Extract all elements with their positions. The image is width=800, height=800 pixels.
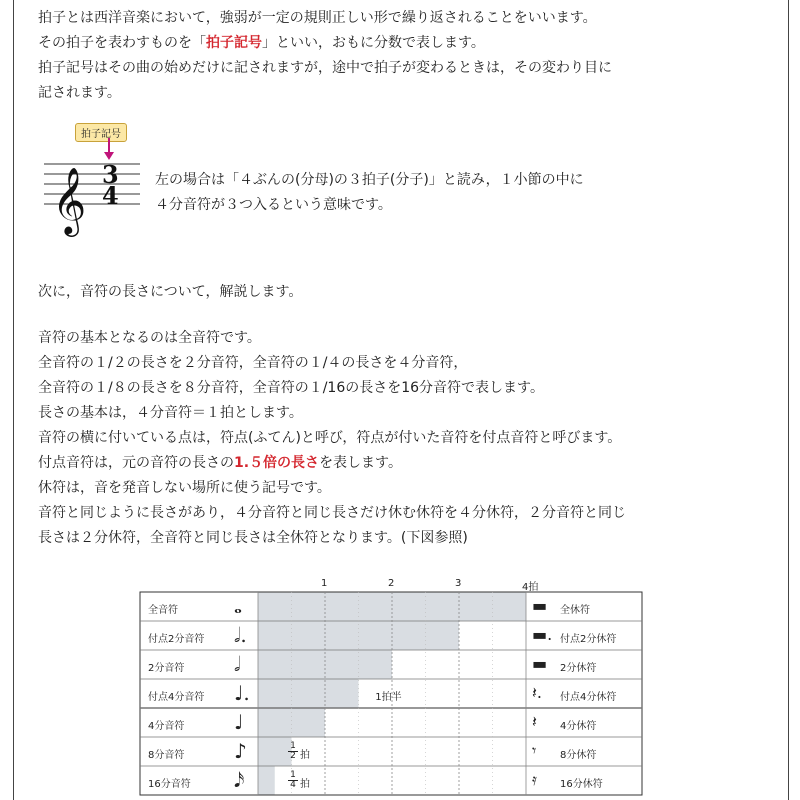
note-name: 付点2分音符 bbox=[148, 634, 205, 645]
dotted-half-rest-icon: ▬. bbox=[532, 625, 553, 644]
explanation-paragraph: 音符の基本となるのは全音符です。 全音符の１/２の長さを２分音符，全音符の１/４の長さを４分音符， 全音符の１/８の長さを８分音符，全音符の１/16の長さを16分音符で表します。 長さの基本は，４分音符＝１拍とします。 音符の横に付いている点は，符点(ふてん)と呼び，符点が付いた音符を付点音符と呼びます。 付点音符は，元の音符の長さの1.５倍の長さを表します。 休符は，音を発音しない場所に使う記号です。 音符と同じように長さがあり，４分音符と同じ長さだけ休む休符を４分休符，２分音符と同じ 長さは２分休符，全音符と同じ長さは全休符となります。(下図参照) bbox=[38, 330, 626, 546]
whole-rest-icon: ▬ bbox=[532, 596, 548, 615]
duration-bar bbox=[258, 679, 359, 708]
dotted-quarter-rest-icon: 𝄽. bbox=[532, 683, 542, 702]
beat-fraction: $\frac{1}{4}$ bbox=[288, 771, 298, 790]
quarter-note-icon: ♩ bbox=[234, 710, 244, 734]
time-signature-description: 左の場合は「４ぶんの(分母)の３拍子(分子)」と読み，１小節の中に ４分音符が３つ入るという意味です。 bbox=[155, 172, 584, 213]
note-name: 16分音符 bbox=[148, 779, 191, 790]
rest-name: 4分休符 bbox=[560, 721, 597, 732]
rest-name: 付点2分休符 bbox=[560, 634, 617, 645]
time-signature-label: 拍子記号 bbox=[75, 123, 127, 142]
sixteenth-rest-icon: 𝄿 bbox=[532, 770, 537, 789]
eighth-rest-icon: 𝄾 bbox=[532, 741, 537, 760]
time-signature-denominator: 4 bbox=[102, 181, 119, 210]
beat-label: 3 bbox=[455, 578, 462, 589]
rest-name: 8分休符 bbox=[560, 750, 597, 761]
beat-fraction-unit: 拍 bbox=[300, 750, 310, 761]
beat-label: 2 bbox=[388, 578, 395, 589]
intro-line: 拍子記号はその曲の始めだけに記されますが，途中で拍子が変わるときは，その変わり目に bbox=[38, 60, 612, 76]
dotted-length-highlight: 1.５倍の長さ bbox=[234, 455, 320, 471]
duration-bar bbox=[258, 766, 275, 795]
eighth-note-icon: ♪ bbox=[234, 739, 247, 763]
intro-line: 記されます。 bbox=[38, 85, 121, 101]
section-intro: 次に，音符の長さについて，解説します。 bbox=[38, 284, 303, 300]
beat-fraction-unit: 拍 bbox=[300, 779, 310, 790]
note-name: 4分音符 bbox=[148, 721, 185, 732]
treble-clef-icon: 𝄞 bbox=[52, 166, 87, 234]
time-signature-numerator: 3 bbox=[102, 160, 119, 189]
beat-label: 4拍 bbox=[522, 582, 539, 593]
beat-label: 1 bbox=[321, 578, 328, 589]
duration-bar bbox=[258, 737, 292, 766]
rest-name: 16分休符 bbox=[560, 779, 603, 790]
beat-fraction: $\frac{1}{2}$ bbox=[288, 742, 298, 761]
rest-name: 全休符 bbox=[560, 605, 590, 616]
note-name: 8分音符 bbox=[148, 750, 185, 761]
half-note-icon: 𝅗𝅥 bbox=[234, 652, 241, 676]
rest-name: 2分休符 bbox=[560, 663, 597, 674]
intro-line: 拍子とは西洋音楽において，強弱が一定の規則正しい形で繰り返されることをいいます。 bbox=[38, 10, 597, 26]
dotted-half-note-icon: 𝅗𝅥. bbox=[234, 623, 247, 647]
sixteenth-note-icon: 𝅘𝅥𝅯 bbox=[234, 768, 245, 792]
whole-note-icon: 𝅝 bbox=[234, 594, 242, 618]
one-and-half-beat-label: 1拍半 bbox=[375, 692, 402, 703]
half-rest-icon: ▬ bbox=[532, 654, 548, 673]
duration-bar bbox=[258, 621, 459, 650]
dotted-quarter-note-icon: ♩. bbox=[234, 681, 250, 705]
note-name: 2分音符 bbox=[148, 663, 185, 674]
note-name: 付点4分音符 bbox=[148, 692, 205, 703]
intro-line: その拍子を表わすものを「拍子記号」といい，おもに分数で表します。 bbox=[38, 35, 485, 51]
time-signature-term: 拍子記号 bbox=[206, 35, 262, 51]
rest-name: 付点4分休符 bbox=[560, 692, 617, 703]
quarter-rest-icon: 𝄽 bbox=[532, 712, 537, 731]
note-name: 全音符 bbox=[148, 605, 178, 616]
